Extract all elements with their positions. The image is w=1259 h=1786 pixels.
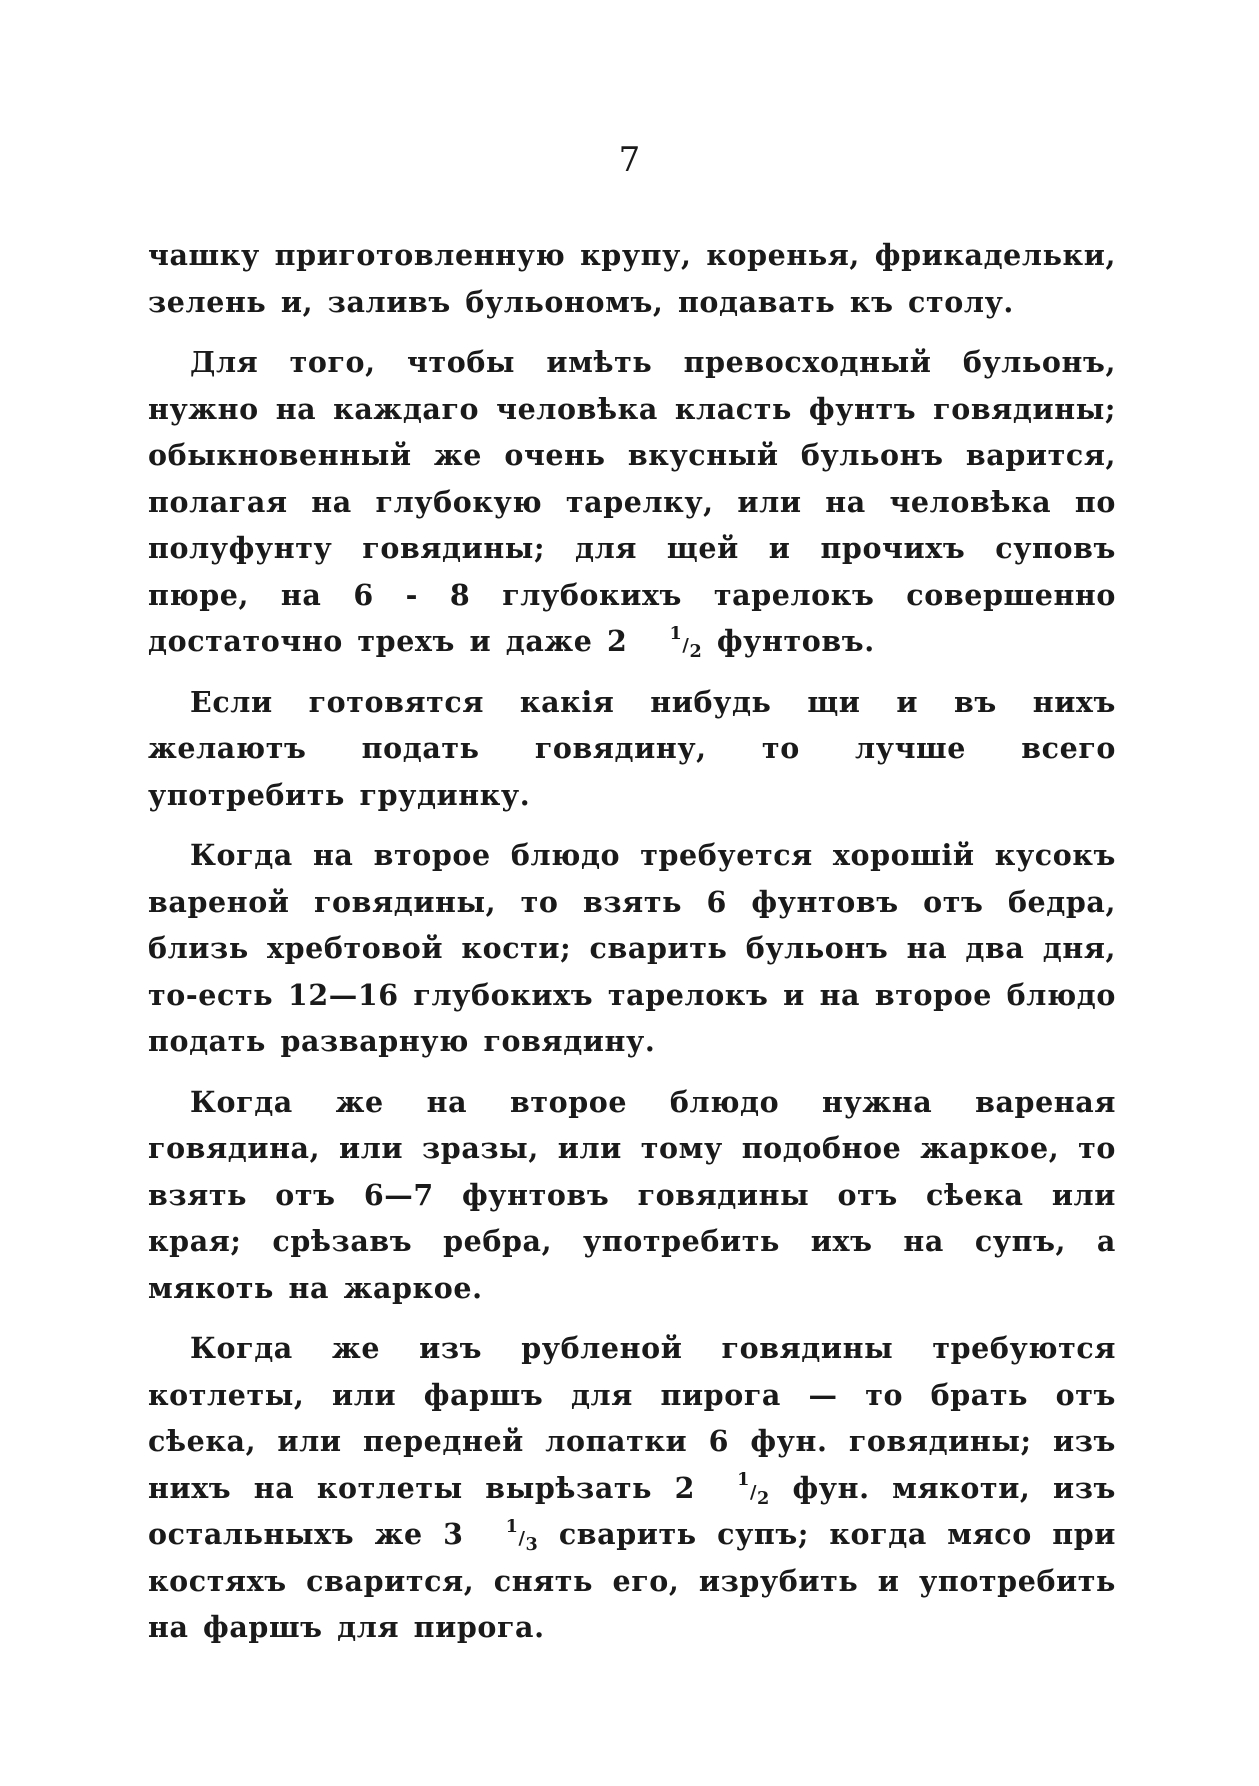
fraction-numerator: 1 bbox=[737, 1469, 750, 1491]
paragraph-5 bbox=[148, 1079, 1116, 1312]
page-number: 7 bbox=[618, 140, 641, 180]
fraction-denominator: 3 bbox=[525, 1534, 539, 1556]
paragraph-3 bbox=[148, 679, 1116, 819]
fraction-two-and-half: 1/2 bbox=[737, 1469, 770, 1509]
fraction-denominator: 2 bbox=[757, 1487, 770, 1509]
paragraph-6 bbox=[148, 1325, 1116, 1651]
paragraph-6-text-a: Когда же изъ рубленой говядины требуются котлеты, или фаршъ для пирога — то брать отъ сѣека, или передней лопатки 6 фун. говядины; изъ нихъ на котлеты вырѣзать 2 bbox=[148, 1331, 1116, 1505]
fraction-two-and-half: 1/2 bbox=[669, 622, 703, 663]
paragraph-4-text: Когда на второе блюдо требуется хорошій кусокъ вареной говядины, то взять 6 фунтовъ отъ бедра, близь хребтовой кости; сварить бульонъ на два дня, то-есть 12—16 глубокихъ тарелокъ и на второе блюдо подать разварную говядину. bbox=[148, 838, 1116, 1058]
fraction-three-and-third: 1/3 bbox=[505, 1515, 539, 1556]
fraction-denominator: 2 bbox=[689, 641, 703, 663]
text-body bbox=[148, 232, 1116, 1665]
paragraph-2 bbox=[148, 339, 1116, 665]
paragraph-1 bbox=[148, 232, 1116, 325]
paragraph-1-text: чашку приготовленную крупу, коренья, фрикадельки, зелень и, заливъ бульономъ, подавать къ столу. bbox=[148, 238, 1116, 319]
fraction-numerator: 1 bbox=[505, 1515, 519, 1537]
paragraph-2-text-a: Для того, чтобы имѣть превосходный бульонъ, нужно на каждаго человѣка класть фунтъ говядины; обыкновенный же очень вкусный бульонъ варится, полагая на глубокую тарелку, или на человѣка по полуфунту говядины; для щей и прочихъ суповъ пюре, на 6 - 8 глубокихъ тарелокъ совершенно достаточно трехъ и даже 2 bbox=[148, 345, 1116, 658]
paragraph-6-text-c: сварить супъ; когда мясо при костяхъ сварится, снять его, изрубить и употребить на фаршъ для пирога. bbox=[148, 1517, 1117, 1644]
paragraph-3-text: Если готовятся какія нибудь щи и въ нихъ желаютъ подать говядину, то лучше всего употребить грудинку. bbox=[148, 684, 1116, 812]
paragraph-5-text: Когда же на второе блюдо нужна вареная говядина, или зразы, или тому подобное жаркое, то взять отъ 6—7 фунтовъ говядины отъ сѣека или края; срѣзавъ ребра, употребить ихъ на супъ, а мякоть на жаркое. bbox=[148, 1084, 1116, 1305]
fraction-numerator: 1 bbox=[669, 622, 683, 644]
paragraph-6-text-b: фун. мякоти, изъ остальныхъ же 3 bbox=[148, 1470, 1116, 1551]
paragraph-2-text-b: фунтовъ. bbox=[702, 624, 875, 658]
paragraph-4 bbox=[148, 832, 1116, 1065]
